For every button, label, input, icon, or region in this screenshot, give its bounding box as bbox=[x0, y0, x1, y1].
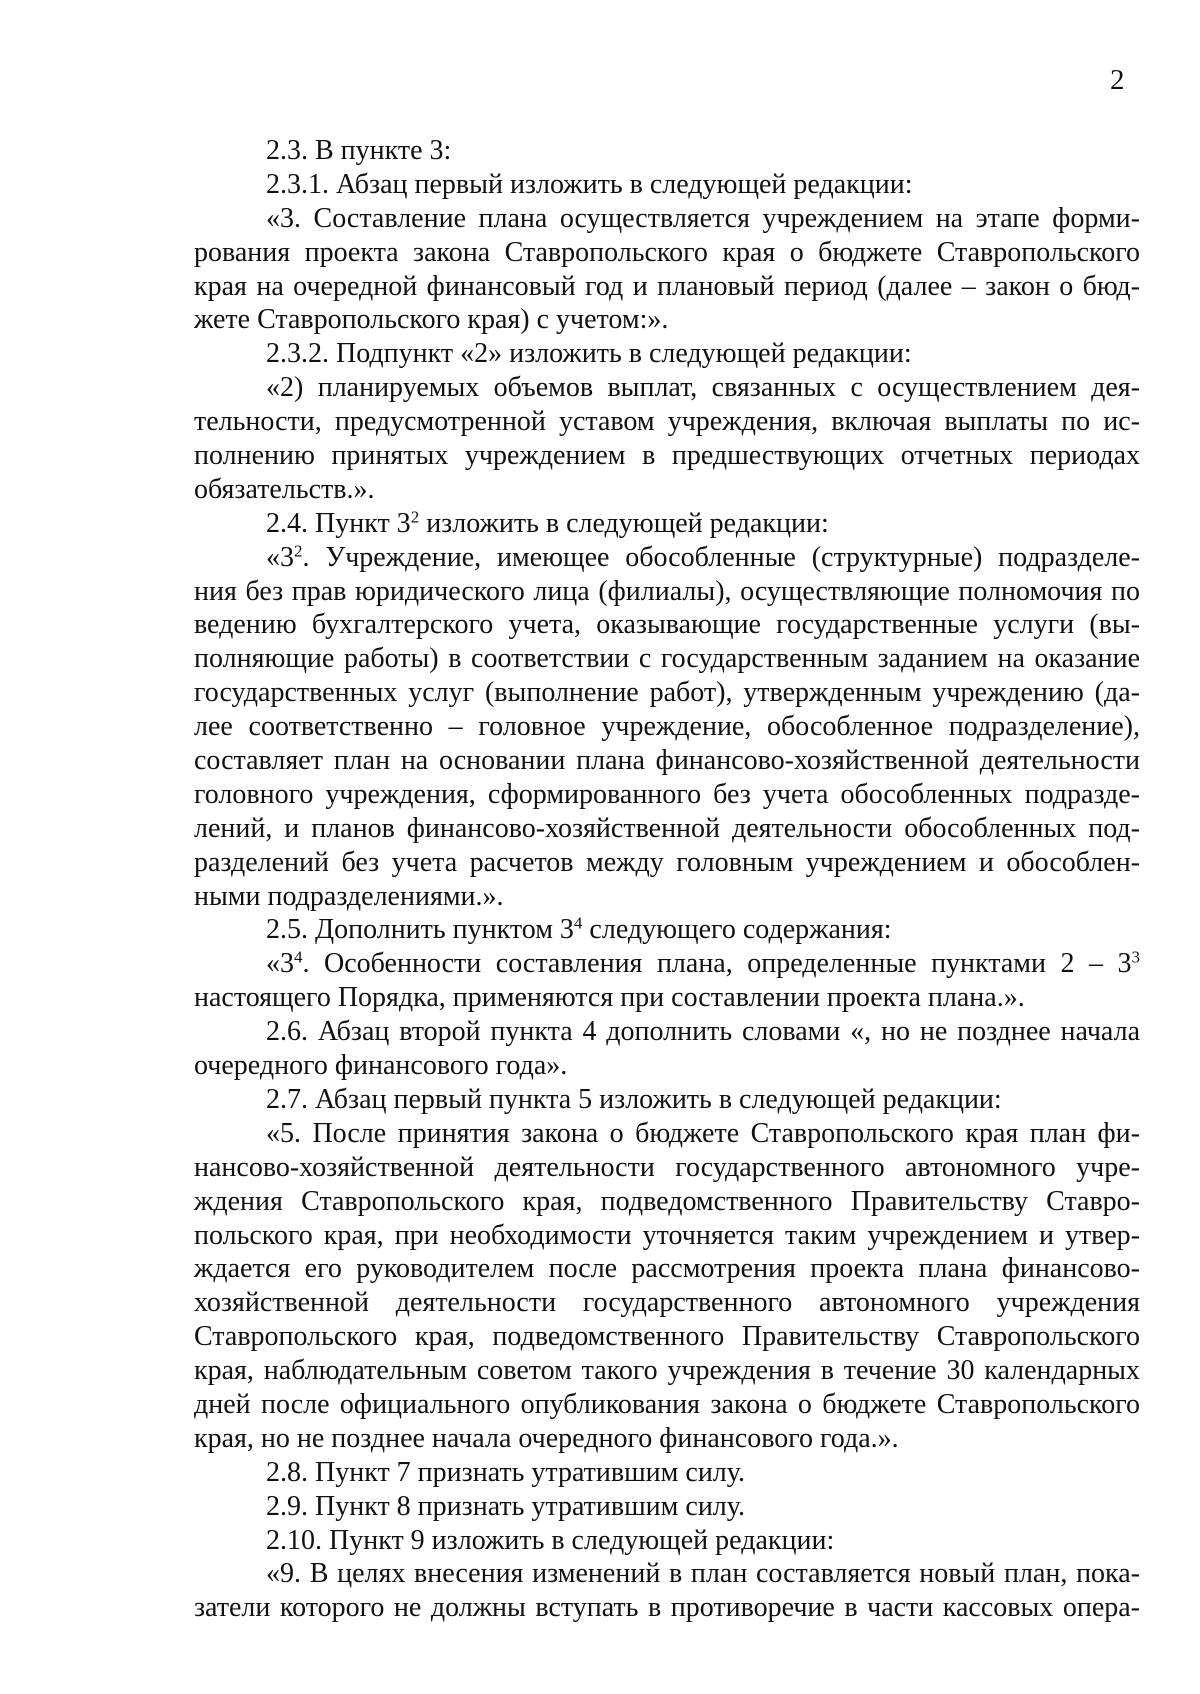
text-line bbox=[194, 1083, 1140, 1117]
text-line bbox=[194, 507, 1140, 541]
superscript: 4 bbox=[294, 948, 303, 968]
line-text: очередного финансового года». bbox=[194, 1050, 568, 1082]
line-text: ными подразделениями.». bbox=[194, 880, 504, 912]
line-text: полняющие работы) в соответствии с государственным заданием на оказание bbox=[194, 643, 1140, 675]
text-line bbox=[194, 1490, 1140, 1524]
line-text: польского края, при необходимости уточняется таким учреждением и утвер- bbox=[194, 1219, 1140, 1251]
text-line bbox=[194, 710, 1140, 744]
line-text: лений, и планов финансово-хозяйственной деятельности обособленных под- bbox=[194, 812, 1140, 844]
line-text-continued: . Особенности составления плана, определенные пунктами 2 – 3 bbox=[302, 948, 1132, 980]
line-text: ждения Ставропольского края, подведомственного Правительству Ставро- bbox=[194, 1185, 1140, 1217]
text-line bbox=[194, 846, 1140, 880]
text-line bbox=[194, 1049, 1140, 1083]
text-line bbox=[194, 439, 1140, 473]
text-line bbox=[194, 778, 1140, 812]
line-text: 2.5. Дополнить пунктом 3 bbox=[266, 914, 574, 946]
text-line bbox=[194, 575, 1140, 609]
line-text: головного учреждения, сформированного без учета обособленных подразде- bbox=[194, 778, 1140, 810]
text-line bbox=[194, 1591, 1140, 1625]
text-line bbox=[194, 337, 1140, 371]
text-line bbox=[194, 168, 1140, 202]
line-text: «2) планируемых объемов выплат, связанных с осуществлением дея- bbox=[266, 372, 1140, 404]
line-text: жете Ставропольского края) с учетом:». bbox=[194, 304, 669, 336]
text-line bbox=[194, 642, 1140, 676]
line-text-continued: следующего содержания: bbox=[582, 914, 892, 946]
line-text: рования проекта закона Ставропольского края о бюджете Ставропольского bbox=[194, 236, 1140, 268]
line-text: края, наблюдательным советом такого учреждения в течение 30 календарных bbox=[194, 1355, 1140, 1387]
line-text: лее соответственно – головное учреждение, обособленное подразделение), bbox=[194, 711, 1140, 743]
line-text: ведению бухгалтерского учета, оказывающие государственные услуги (вы- bbox=[194, 609, 1140, 641]
line-text: «5. После принятия закона о бюджете Ставропольского края план фи- bbox=[266, 1117, 1140, 1149]
line-text: составляет план на основании плана финансово-хозяйственной деятельности bbox=[194, 745, 1140, 777]
text-line bbox=[194, 1557, 1140, 1591]
line-text: 2.3.2. Подпункт «2» изложить в следующей редакции: bbox=[266, 338, 912, 370]
text-line bbox=[194, 1320, 1140, 1354]
text-line bbox=[194, 1117, 1140, 1151]
text-line bbox=[194, 236, 1140, 270]
text-line bbox=[194, 1185, 1140, 1219]
text-line bbox=[194, 270, 1140, 304]
text-line bbox=[194, 1219, 1140, 1253]
line-text: хозяйственной деятельности государственного автономного учреждения bbox=[194, 1287, 1140, 1319]
text-line bbox=[194, 913, 1140, 947]
text-line bbox=[194, 1286, 1140, 1320]
text-line bbox=[194, 1422, 1140, 1456]
text-line bbox=[194, 744, 1140, 778]
line-text: 2.6. Абзац второй пункта 4 дополнить словами «, но не позднее начала bbox=[266, 1016, 1140, 1048]
text-line bbox=[194, 1388, 1140, 1422]
text-line bbox=[194, 202, 1140, 236]
line-text: края, но не позднее начала очередного финансового года.». bbox=[194, 1422, 899, 1454]
text-line bbox=[194, 405, 1140, 439]
line-text: обязательств.». bbox=[194, 473, 375, 505]
line-text: 2.7. Абзац первый пункта 5 изложить в следующей редакции: bbox=[266, 1083, 1002, 1115]
line-text: ния без прав юридического лица (филиалы), осуществляющие полномочия по bbox=[194, 575, 1140, 607]
line-text: «9. В целях внесения изменений в план составляется новый план, пока- bbox=[266, 1558, 1140, 1590]
document-body bbox=[194, 134, 1140, 1625]
line-text: 2.3.1. Абзац первый изложить в следующей редакции: bbox=[266, 168, 913, 200]
page-number: 2 bbox=[1110, 64, 1125, 96]
superscript: 2 bbox=[410, 507, 420, 527]
line-text: «3. Составление плана осуществляется учреждением на этапе форми- bbox=[266, 202, 1140, 234]
superscript: 4 bbox=[573, 914, 583, 934]
text-line bbox=[194, 1252, 1140, 1286]
line-text-continued: изложить в следующей редакции: bbox=[419, 507, 829, 539]
text-line bbox=[194, 981, 1140, 1015]
line-text: 2.10. Пункт 9 изложить в следующей редакции: bbox=[266, 1524, 835, 1556]
line-text: настоящего Порядка, применяются при составлении проекта плана.». bbox=[194, 982, 1025, 1014]
line-text: полнению принятых учреждением в предшествующих отчетных периодах bbox=[194, 440, 1140, 472]
text-line bbox=[194, 880, 1140, 914]
superscript: 2 bbox=[294, 541, 303, 561]
line-text: тельности, предусмотренной уставом учреждения, включая выплаты по ис- bbox=[194, 406, 1140, 438]
line-text: «3 bbox=[266, 948, 294, 980]
line-text: 2.3. В пункте 3: bbox=[266, 135, 452, 166]
superscript: 3 bbox=[1131, 948, 1140, 968]
text-line bbox=[194, 676, 1140, 710]
text-line bbox=[194, 371, 1140, 405]
line-text: «3 bbox=[266, 541, 294, 573]
line-text: 2.4. Пункт 3 bbox=[266, 507, 411, 539]
text-line bbox=[194, 608, 1140, 642]
line-text: дней после официального опубликования закона о бюджете Ставропольского bbox=[194, 1388, 1140, 1420]
line-text: края на очередной финансовый год и плановый период (далее – закон о бюд- bbox=[194, 270, 1140, 302]
text-line bbox=[194, 1354, 1140, 1388]
text-line bbox=[194, 1015, 1140, 1049]
line-text: государственных услуг (выполнение работ), утвержденным учреждению (да- bbox=[194, 677, 1140, 709]
line-text: ждается его руководителем после рассмотрения проекта плана финансово- bbox=[194, 1253, 1140, 1285]
line-text: затели которого не должны вступать в противоречие в части кассовых опера- bbox=[194, 1592, 1140, 1624]
text-line bbox=[194, 134, 1140, 168]
text-line bbox=[194, 947, 1140, 981]
line-text: 2.9. Пункт 8 признать утратившим силу. bbox=[266, 1490, 745, 1522]
text-line bbox=[194, 1151, 1140, 1185]
line-text: Ставропольского края, подведомственного Правительству Ставропольского bbox=[194, 1321, 1140, 1353]
line-text-continued: . Учреждение, имеющее обособленные (структурные) подразделе- bbox=[302, 541, 1140, 573]
line-text: нансово-хозяйственной деятельности государственного автономного учре- bbox=[194, 1151, 1140, 1183]
text-line bbox=[194, 303, 1140, 337]
text-line bbox=[194, 812, 1140, 846]
text-line bbox=[194, 1456, 1140, 1490]
text-line bbox=[194, 541, 1140, 575]
line-text: 2.8. Пункт 7 признать утратившим силу. bbox=[266, 1456, 745, 1488]
text-line bbox=[194, 1524, 1140, 1558]
line-text: разделений без учета расчетов между головным учреждением и обособлен- bbox=[194, 846, 1140, 878]
text-line bbox=[194, 473, 1140, 507]
